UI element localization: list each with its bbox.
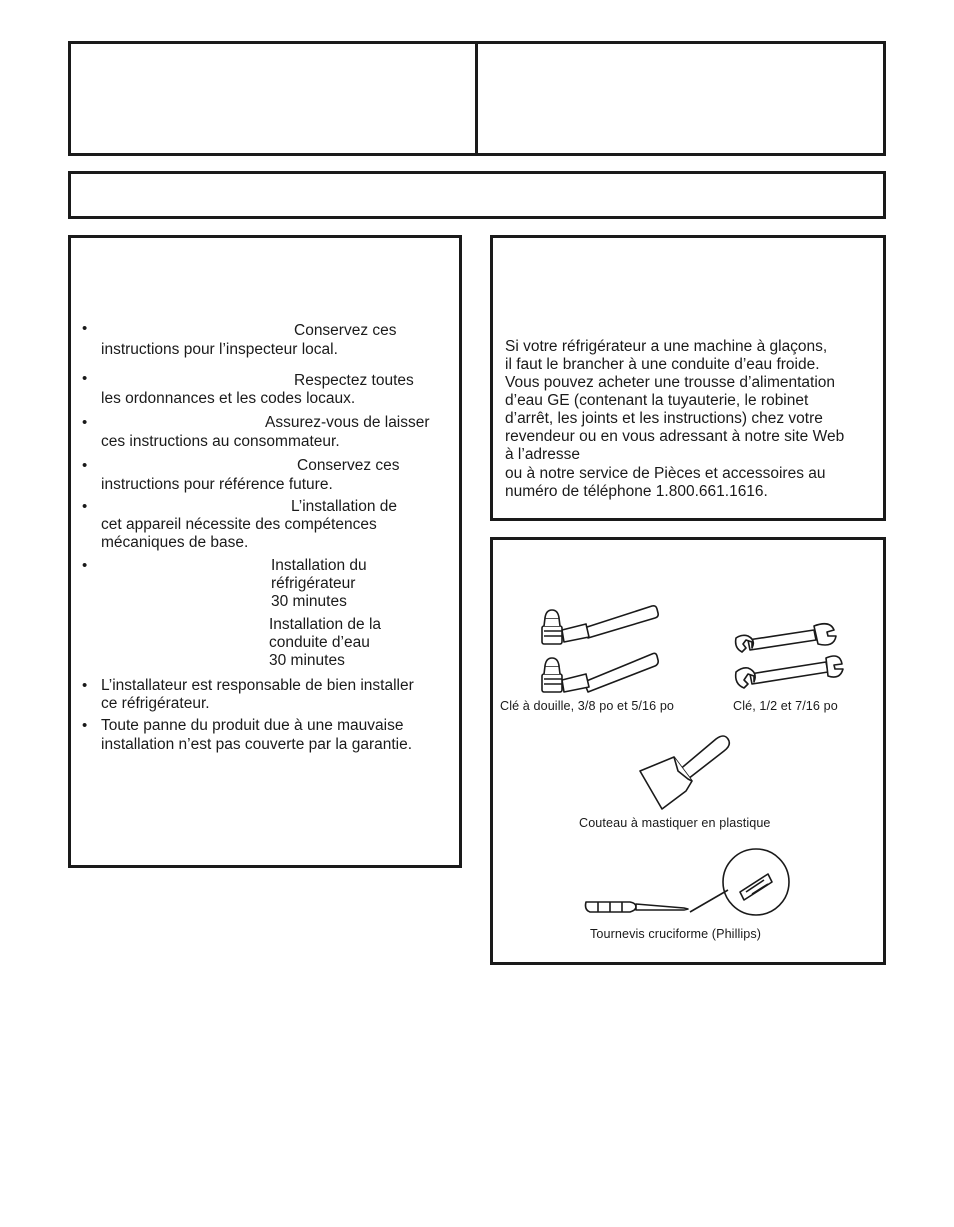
note-6-line-5: conduite d’eau xyxy=(269,634,370,651)
note-6-line-6: 30 minutes xyxy=(269,652,345,669)
note-7-line-1: L’installateur est responsable de bien installer xyxy=(101,677,414,694)
note-6-line-3: 30 minutes xyxy=(271,593,347,610)
bullet-icon: • xyxy=(82,498,88,515)
note-4-line-1: Conservez ces xyxy=(297,457,400,474)
note-5-line-2: cet appareil nécessite des compétences xyxy=(101,516,377,533)
note-1-line-1: Conservez ces xyxy=(294,322,397,339)
water-line-4: d’eau GE (contenant la tuyauterie, le robinet xyxy=(505,392,809,409)
open-end-wrench-caption: Clé, 1/2 et 7/16 po xyxy=(733,699,838,713)
bullet-icon: • xyxy=(82,677,88,694)
header-right-box xyxy=(475,41,886,156)
note-8-line-1: Toute panne du produit due à une mauvaise xyxy=(101,717,404,734)
bullet-icon: • xyxy=(82,320,88,337)
note-1-line-2: instructions pour l’inspecteur local. xyxy=(101,341,338,358)
water-line-7: à l’adresse xyxy=(505,446,580,463)
water-line-9: numéro de téléphone 1.800.661.1616. xyxy=(505,483,768,500)
screwdriver-caption: Tournevis cruciforme (Phillips) xyxy=(590,927,762,941)
header-left-box xyxy=(68,41,478,156)
bullet-icon: • xyxy=(82,414,88,431)
note-6-line-4: Installation de la xyxy=(269,616,382,633)
bullet-icon: • xyxy=(82,557,88,574)
water-line-1: Si votre réfrigérateur a une machine à glaçons, xyxy=(505,338,828,355)
socket-wrench-icon xyxy=(528,600,663,696)
note-4-line-2: instructions pour référence future. xyxy=(101,476,333,493)
note-3-line-1: Assurez-vous de laisser xyxy=(265,414,430,431)
phillips-screwdriver-icon xyxy=(580,848,792,918)
bullet-icon: • xyxy=(82,717,88,734)
note-2-line-2: les ordonnances et les codes locaux. xyxy=(101,390,356,407)
note-7-line-2: ce réfrigérateur. xyxy=(101,695,210,712)
open-end-wrench-icon xyxy=(730,618,845,692)
putty-knife-icon xyxy=(638,731,733,811)
bullet-icon: • xyxy=(82,370,88,387)
putty-knife-caption: Couteau à mastiquer en plastique xyxy=(579,816,771,830)
water-line-3: Vous pouvez acheter une trousse d’alimentation xyxy=(505,374,836,391)
water-line-8: ou à notre service de Pièces et accessoires au xyxy=(505,465,826,482)
note-6-line-2: réfrigérateur xyxy=(271,575,356,592)
socket-wrench-caption: Clé à douille, 3/8 po et 5/16 po xyxy=(500,699,675,713)
water-line-2: il faut le brancher à une conduite d’eau froide. xyxy=(505,356,820,373)
note-8-line-2: installation n’est pas couverte par la garantie. xyxy=(101,736,413,753)
note-2-line-1: Respectez toutes xyxy=(294,372,414,389)
water-line-6: revendeur ou en vous adressant à notre site Web xyxy=(505,428,845,445)
water-line-5: d’arrêt, les joints et les instructions) chez votre xyxy=(505,410,823,427)
title-bar xyxy=(68,171,886,219)
note-5-line-1: L’installation de xyxy=(291,498,397,515)
note-6-line-1: Installation du xyxy=(271,557,367,574)
note-3-line-2: ces instructions au consommateur. xyxy=(101,433,340,450)
bullet-icon: • xyxy=(82,457,88,474)
note-5-line-3: mécaniques de base. xyxy=(101,534,249,551)
